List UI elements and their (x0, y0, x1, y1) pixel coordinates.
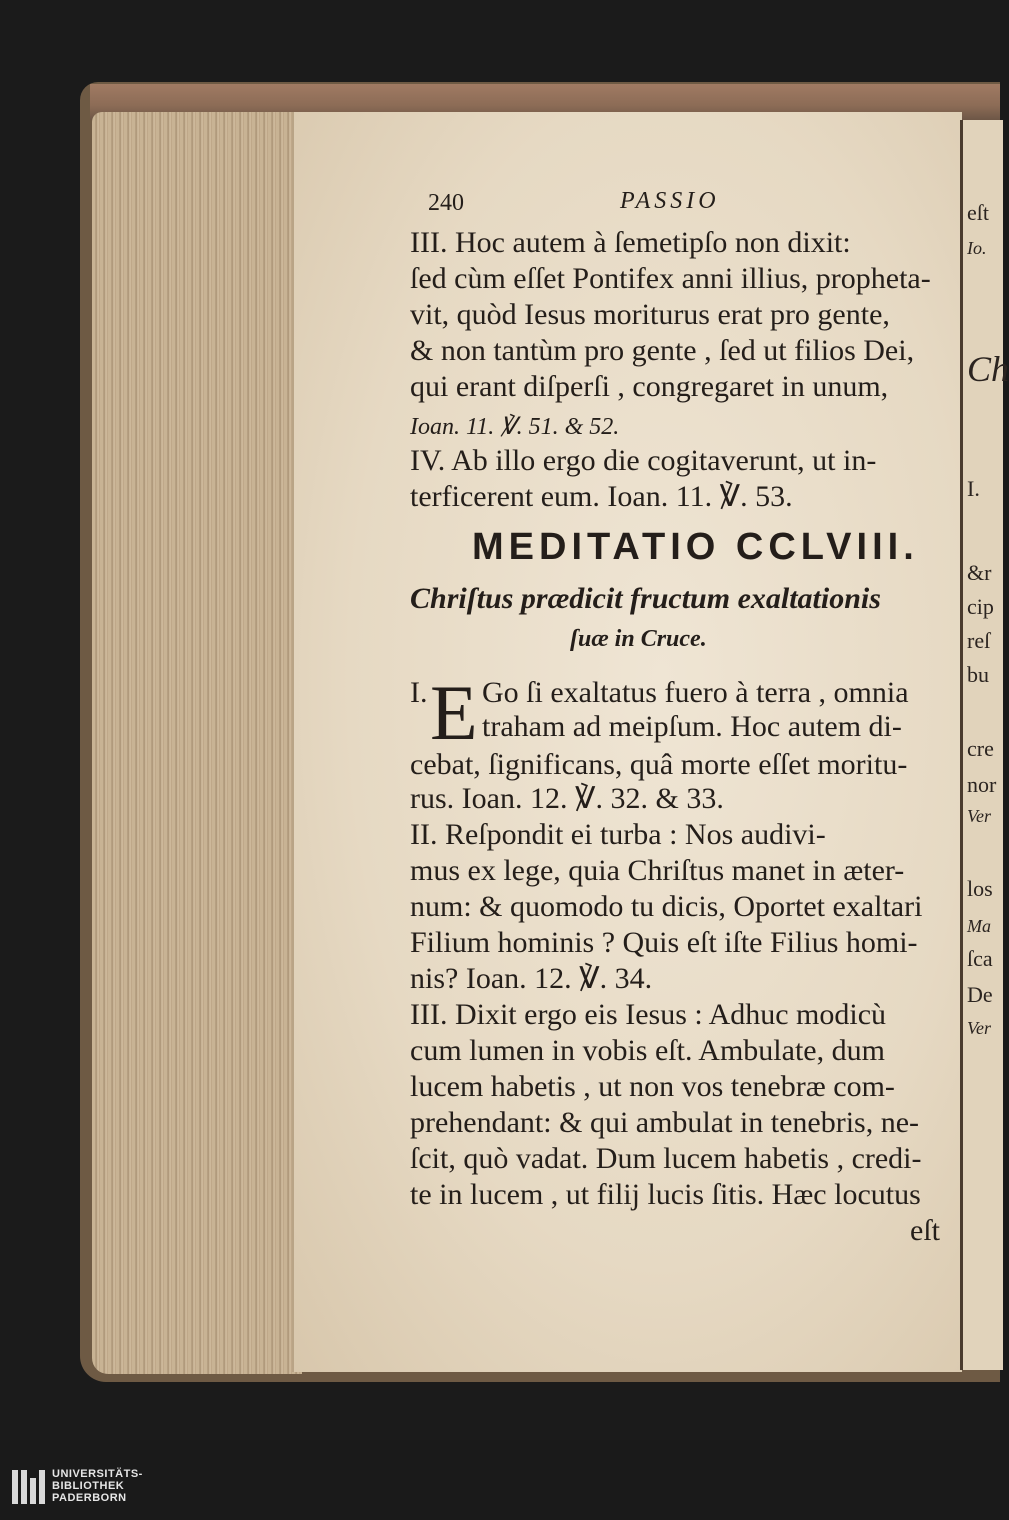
fragment-text: ſca (967, 946, 993, 971)
fragment-text: &r (967, 560, 992, 585)
text-line: ſcit, quò vadat. Dum lucem habetis , credi- (410, 1142, 922, 1175)
text-line: mus ex lege, quia Chriſtus manet in æter- (410, 854, 905, 887)
text-line: cum lumen in vobis eſt. Ambulate, dum (410, 1034, 885, 1067)
dropcap-prefix: I. (410, 676, 428, 709)
text-line: ſed cùm eſſet Pontifex anni illius, propheta- (410, 262, 931, 295)
fragment-text: Ma (967, 916, 991, 936)
fragment-text: I. (967, 476, 980, 501)
text-line: IV. Ab illo ergo die cogitaverunt, ut in- (410, 444, 877, 477)
fragment-text: eſt (967, 200, 989, 225)
fragment-text: De (967, 982, 993, 1007)
text-line: vit, quòd Iesus moriturus erat pro gente, (410, 298, 890, 331)
text-line: III. Hoc autem à ſemetipſo non dixit: (410, 226, 851, 259)
text-line: II. Reſpondit ei turba : Nos audivi- (410, 818, 826, 851)
text-line: terficerent eum. Ioan. 11. ℣. 53. (410, 480, 793, 513)
text-line: & non tantùm pro gente , ſed ut filios Dei, (410, 334, 915, 367)
logo-line: BIBLIOTHEK (52, 1480, 125, 1492)
library-logo-text (52, 1468, 143, 1504)
text-line: lucem habetis , ut non vos tenebræ com- (410, 1070, 895, 1103)
running-head: PASSIO (620, 188, 720, 214)
page-number: 240 (428, 190, 464, 216)
logo-line: UNIVERSITÄTS- (52, 1468, 143, 1480)
fragment-text: Io. (967, 238, 987, 258)
fragment-text: cre (967, 736, 994, 761)
meditation-heading: MEDITATIO CCLVIII. (472, 526, 919, 568)
text-line: Filium hominis ? Quis eſt iſte Filius homi- (410, 926, 918, 959)
fragment-text: nor (967, 772, 997, 797)
facing-page-fragment (960, 120, 1009, 1370)
logo-line: PADERBORN (52, 1492, 127, 1504)
dropcap-letter: E (430, 669, 478, 756)
text-line: prehendant: & qui ambulat in tenebris, ne- (410, 1106, 920, 1139)
meditation-subtitle: Chriſtus prædicit fructum exaltationis (410, 582, 881, 615)
meditation-subtitle: ſuæ in Cruce. (570, 626, 707, 652)
footer-bar (0, 1440, 1000, 1520)
scripture-reference: Ioan. 11. ℣. 51. & 52. (410, 414, 620, 440)
fragment-text: cip (967, 594, 994, 619)
fragment-text: los (967, 876, 993, 901)
text-line: traham ad meipſum. Hoc autem di- (482, 710, 902, 743)
text-line: cebat, ſignificans, quâ morte eſſet moritu- (410, 748, 908, 781)
text-line: Go ſi exaltatus fuero à terra , omnia (482, 676, 909, 709)
fragment-text: Ver (967, 1018, 991, 1038)
catchword: eſt (910, 1214, 940, 1247)
text-line: te in lucem , ut filij lucis ſitis. Hæc locutus (410, 1178, 921, 1211)
fragment-text: bu (967, 662, 989, 687)
text-line: qui erant diſperſi , congregaret in unum, (410, 370, 889, 403)
page-edges (92, 112, 302, 1374)
text-line: nis? Ioan. 12. ℣. 34. (410, 962, 653, 995)
fragment-text: Ch (967, 349, 1009, 389)
text-line: num: & quomodo tu dicis, Oportet exaltari (410, 890, 923, 923)
text-line: III. Dixit ergo eis Iesus : Adhuc modicù (410, 998, 887, 1031)
fragment-text: reſ (967, 628, 991, 653)
fragment-text: Ver (967, 806, 991, 826)
text-line: rus. Ioan. 12. ℣. 32. & 33. (410, 782, 724, 815)
